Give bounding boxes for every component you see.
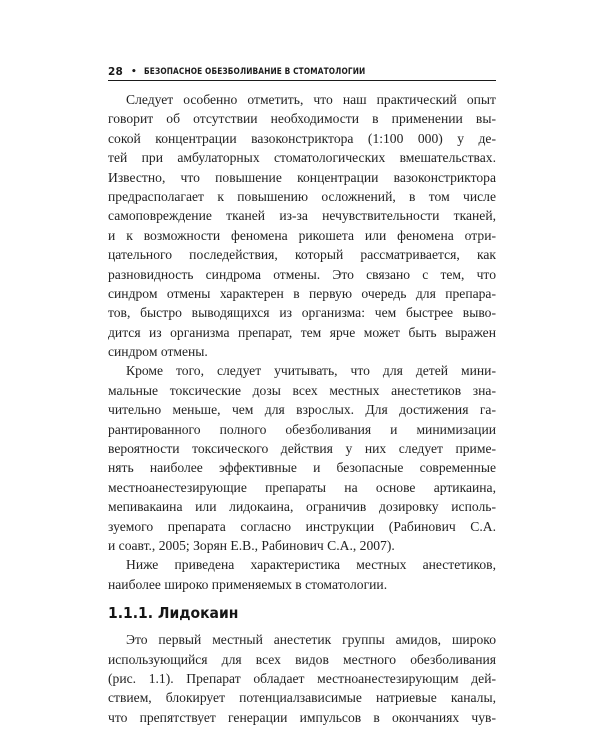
paragraph [108, 361, 496, 555]
text-line: использующийся для всех видов местного обезболивания [108, 651, 496, 667]
text-line: и к возможности феномена рикошета или феномена отри- [108, 227, 496, 243]
section-heading: 1.1.1. Лидокаин [108, 604, 239, 623]
text-line: и соавт., 2005; Зорян Е.В., Рабинович С.А., 2007). [108, 537, 395, 553]
text-line: Кроме того, следует учитывать, что для детей мини- [126, 363, 496, 379]
text-line: чительно меньше, чем для взрослых. Для достижения га- [108, 402, 496, 418]
text-line: местноанестезирующие препараты на основе артикаина, [108, 479, 496, 495]
text-line: Следует особенно отметить, что наш практический опыт [126, 92, 496, 107]
text-line: тов, быстро выводящихся из организма: чем быстрее выво- [108, 305, 496, 321]
text-line: зуемого препарата согласно инструкции (Рабинович С.А. [108, 518, 496, 534]
text-line: нять наиболее эффективные и безопасные современные [108, 460, 496, 476]
text-line: говорит об отсутствии необходимости в применении вы- [108, 111, 496, 127]
text-line: Известно, что повышение концентрации вазоконстриктора [108, 169, 496, 185]
body-text [108, 90, 496, 727]
running-header [108, 65, 496, 79]
text-line: синдром отмены характерен в первую очередь для препара- [108, 285, 496, 301]
text-line: Ниже приведена характеристика местных анестетиков, [126, 557, 496, 573]
paragraph [108, 90, 496, 361]
text-line: вероятности токсического действия у них следует приме- [108, 441, 496, 457]
text-line: цательного последействия, который рассматривается, как [108, 247, 496, 263]
text-line: (рис. 1.1). Препарат обладает местноанестезирующим дей- [108, 670, 496, 686]
text-line: разновидность синдрома отмены. Это связано с тем, что [108, 266, 496, 282]
text-line: самоповреждение тканей из-за нечувствительности тканей, [108, 208, 496, 224]
text-line: мепивакаина или лидокаина, ограничив дозировку исполь- [108, 499, 496, 515]
text-line: рантированного полного обезболивания и минимизации [108, 421, 496, 437]
text-line: мальные токсические дозы всех местных анестетиков зна- [108, 382, 496, 398]
text-line: дится из организма препарат, тем ярче может быть выражен [108, 324, 496, 340]
text-line: ствием, блокирует потенциалзависимые натриевые каналы, [108, 690, 496, 706]
text-line: предрасполагает к повышению осложнений, в том числе [108, 188, 496, 204]
text-line: синдром отмены. [108, 344, 208, 360]
header-rule [108, 80, 496, 81]
text-line: что препятствует генерации импульсов в окончаниях чув- [108, 709, 496, 725]
paragraph [108, 555, 496, 594]
page-number: 28 [108, 66, 124, 78]
paragraph [108, 630, 496, 727]
running-title: БЕЗОПАСНОЕ ОБЕЗБОЛИВАНИЕ В СТОМАТОЛОГИИ [143, 67, 366, 77]
text-line: наиболее широко применяемых в стоматологии. [108, 576, 388, 592]
text-line: тей при амбулаторных стоматологических вмешательствах. [108, 150, 496, 166]
text-line: Это первый местный анестетик группы амидов, широко [126, 632, 496, 648]
header-bullet: • [131, 67, 137, 77]
text-line: сокой концентрации вазоконстриктора (1:100 000) у де- [108, 130, 496, 146]
